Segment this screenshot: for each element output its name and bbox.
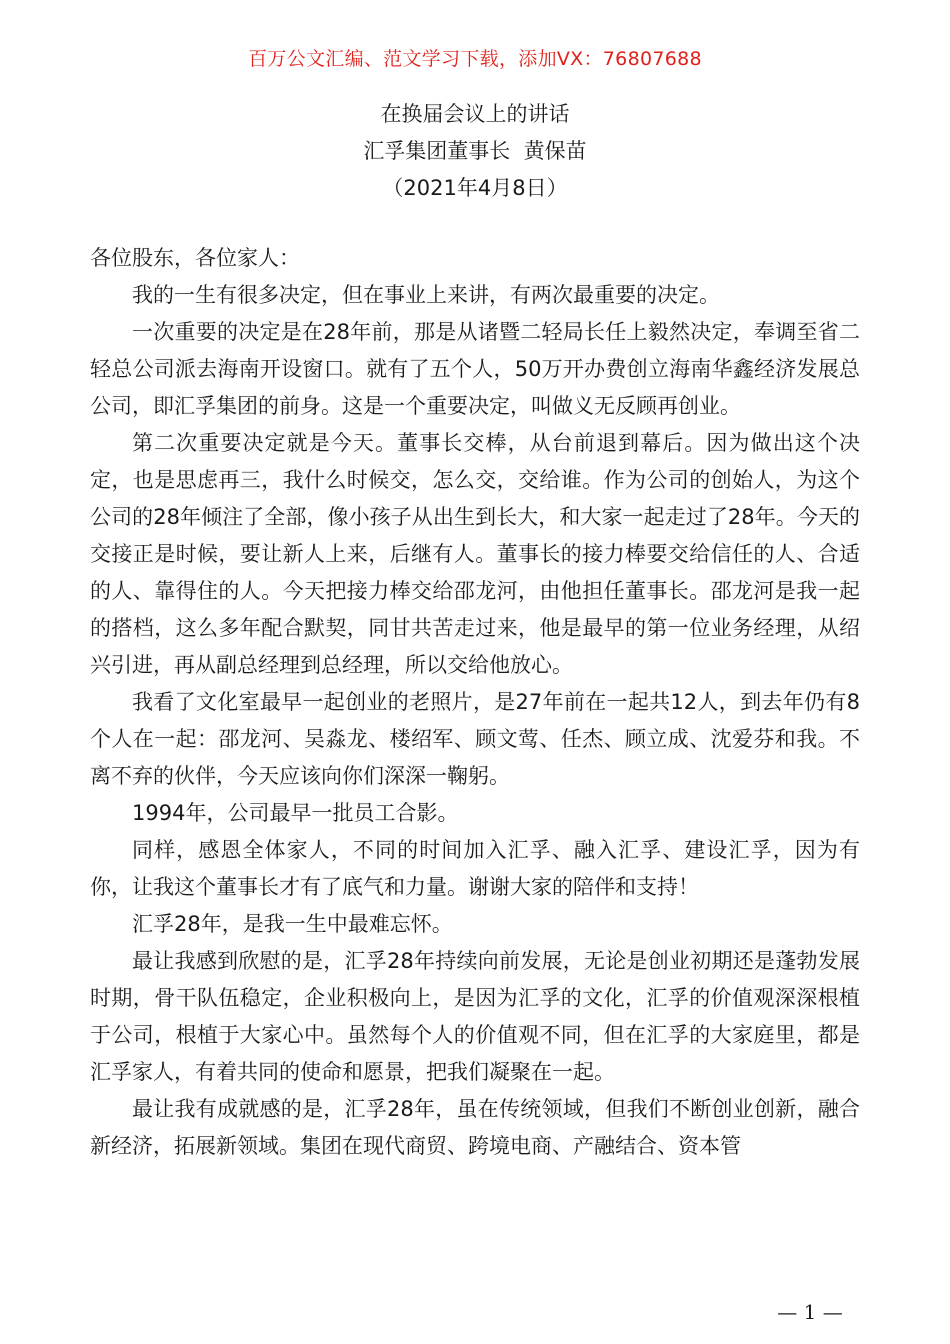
salutation: 各位股东，各位家人： [90, 246, 300, 270]
paragraph: 1994年，公司最早一批员工合影。 [132, 801, 459, 825]
speech-title: 在换届会议上的讲话 [380, 102, 570, 126]
speech-body [90, 240, 860, 1165]
speaker-line: 汇孚集团董事长 黄保苗 [363, 139, 587, 163]
title-block [0, 96, 950, 207]
paragraph: 一次重要的决定是在28年前，那是从诸暨二轻局长任上毅然决定，奉调至省二轻总公司派去海南开设窗口。就有了五个人，50万开办费创立海南华鑫经济发展总公司，即汇孚集团的前身。这是一个重要决定，叫做义无反顾再创业。 [90, 320, 860, 418]
speech-date: （2021年4月8日） [382, 176, 568, 200]
paragraph: 第二次重要决定就是今天。董事长交棒，从台前退到幕后。因为做出这个决定，也是思虑再三，我什么时候交，怎么交，交给谁。作为公司的创始人，为这个公司的28年倾注了全部，像小孩子从出生到长大，和大家一起走过了28年。今天的交接正是时候，要让新人上来，后继有人。董事长的接力棒要交给信任的人、合适的人、靠得住的人。今天把接力棒交给邵龙河，由他担任董事长。邵龙河是我一起的搭档，这么多年配合默契，同甘共苦走过来，他是最早的第一位业务经理，从绍兴引进，再从副总经理到总经理，所以交给他放心。 [90, 431, 860, 677]
paragraph: 我的一生有很多决定，但在事业上来讲，有两次最重要的决定。 [132, 283, 720, 307]
promo-banner: 百万公文汇编、范文学习下载，添加VX：76807688 [248, 48, 702, 70]
page-number: — 1 — [777, 1300, 843, 1324]
paragraph: 最让我感到欣慰的是，汇孚28年持续向前发展，无论是创业初期还是蓬勃发展时期，骨干队伍稳定，企业积极向上，是因为汇孚的文化，汇孚的价值观深深根植于公司，根植于大家心中。虽然每个人的价值观不同，但在汇孚的大家庭里，都是汇孚家人，有着共同的使命和愿景，把我们凝聚在一起。 [90, 949, 860, 1084]
paragraph: 汇孚28年，是我一生中最难忘怀。 [132, 912, 453, 936]
paragraph: 我看了文化室最早一起创业的老照片，是27年前在一起共12人，到去年仍有8个人在一起：邵龙河、吴淼龙、楼绍军、顾文莺、任杰、顾立成、沈爱芬和我。不离不弃的伙伴，今天应该向你们深深一鞠躬。 [90, 690, 860, 788]
paragraph: 同样，感恩全体家人，不同的时间加入汇孚、融入汇孚、建设汇孚，因为有你，让我这个董事长才有了底气和力量。谢谢大家的陪伴和支持！ [90, 838, 860, 899]
paragraph: 最让我有成就感的是，汇孚28年，虽在传统领域，但我们不断创业创新，融合新经济，拓展新领域。集团在现代商贸、跨境电商、产融结合、资本管 [90, 1097, 860, 1158]
